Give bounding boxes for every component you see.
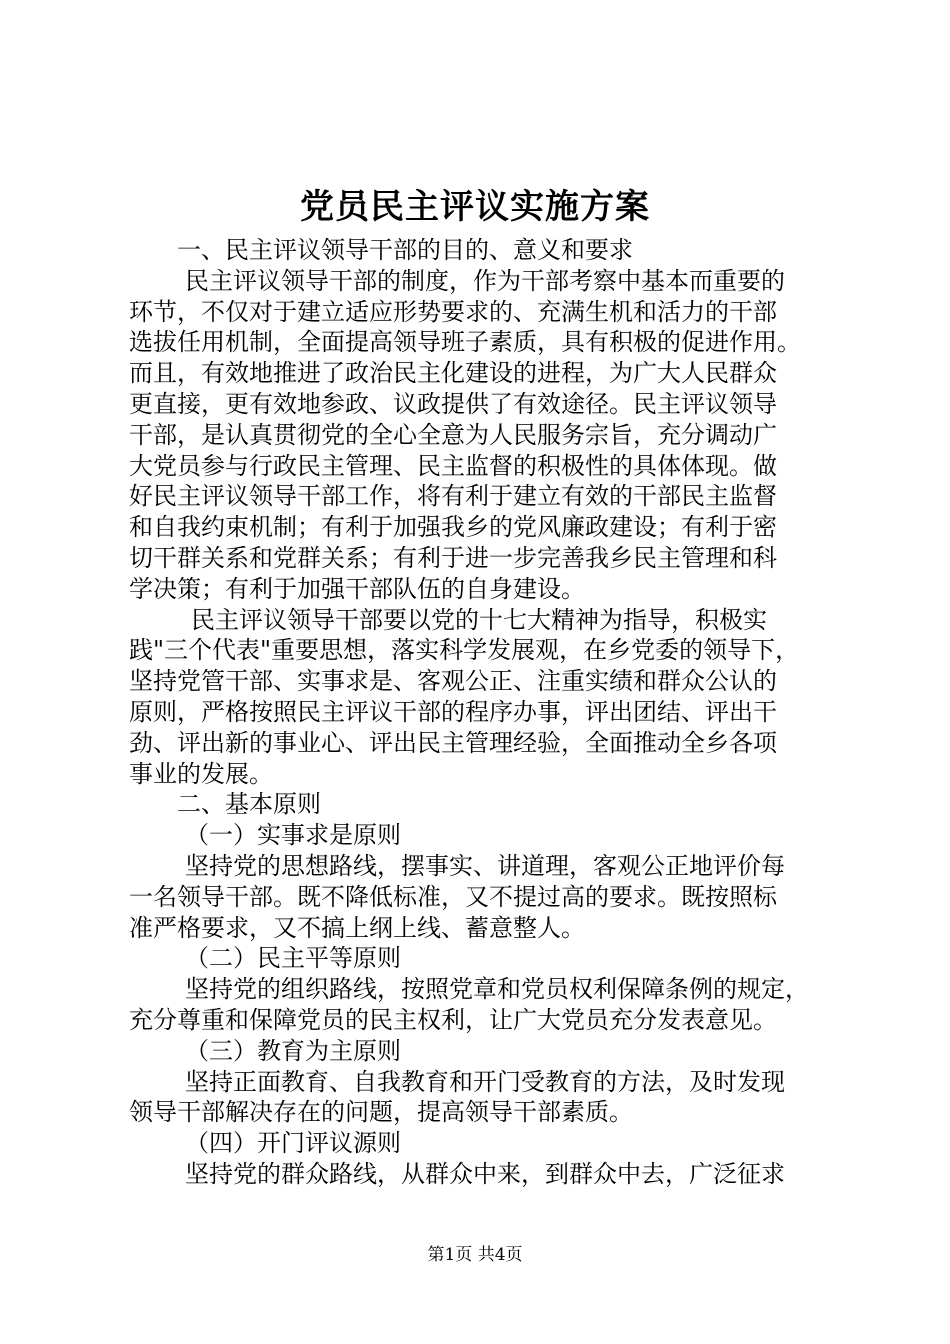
paragraph-line: 一名领导干部。既不降低标准，又不提过高的要求。既按照标 [129,882,777,911]
subsection-heading: （三）教育为主原则 [185,1036,401,1065]
subsection-heading: （一）实事求是原则 [185,821,401,850]
paragraph-line: 选拔任用机制，全面提高领导班子素质，具有积极的促进作用。 [129,328,801,357]
paragraph-line: 事业的发展。 [129,759,273,788]
paragraph-line: 而且，有效地推进了政治民主化建设的进程，为广大人民群众 [129,359,777,388]
paragraph-line: 和自我约束机制；有利于加强我乡的党风廉政建设；有利于密 [129,513,777,542]
paragraph-line: 坚持党的思想路线，摆事实、讲道理，客观公正地评价每 [185,851,785,880]
paragraph-line: 干部，是认真贯彻党的全心全意为人民服务宗旨，充分调动广 [129,420,777,449]
paragraph-line: 大党员参与行政民主管理、民主监督的积极性的具体体现。做 [129,451,777,480]
section-heading: 二、基本原则 [177,790,321,819]
paragraph-line: 更直接，更有效地参政、议政提供了有效途径。民主评议领导 [129,389,777,418]
paragraph-line: 坚持党管干部、实事求是、客观公正、注重实绩和群众公认的 [129,667,777,696]
paragraph-line: 践"三个代表"重要思想，落实科学发展观，在乡党委的领导下， [129,636,800,665]
page-number-footer: 第1页 共4页 [427,1245,523,1265]
paragraph-line: 民主评议领导干部要以党的十七大精神为指导，积极实 [191,605,767,634]
paragraph-line: 领导干部解决存在的问题，提高领导干部素质。 [129,1098,633,1127]
subsection-heading: （二）民主平等原则 [185,944,401,973]
paragraph-line: 原则，严格按照民主评议干部的程序办事，评出团结、评出干 [129,697,777,726]
section-heading: 一、民主评议领导干部的目的、意义和要求 [177,236,633,264]
paragraph-line: 切干群关系和党群关系；有利于进一步完善我乡民主管理和科 [129,543,777,572]
subsection-heading: （四）开门评议源则 [185,1129,401,1158]
paragraph-line: 环节，不仅对于建立适应形势要求的、充满生机和活力的干部 [129,297,777,326]
paragraph-line: 民主评议领导干部的制度，作为干部考察中基本而重要的 [185,266,785,295]
document-title: 党员民主评议实施方案 [300,187,650,227]
paragraph-line: 准严格要求，又不搞上纲上线、蓄意整人。 [129,913,585,942]
paragraph-line: 充分尊重和保障党员的民主权利，让广大党员充分发表意见。 [129,1005,777,1034]
paragraph-line: 坚持党的群众路线，从群众中来，到群众中去，广泛征求 [185,1159,785,1188]
paragraph-line: 好民主评议领导干部工作，将有利于建立有效的干部民主监督 [129,482,777,511]
paragraph-line: 学决策；有利于加强干部队伍的自身建设。 [129,574,585,603]
paragraph-line: 坚持正面教育、自我教育和开门受教育的方法，及时发现 [185,1067,785,1096]
paragraph-line: 劲、评出新的事业心、评出民主管理经验，全面推动全乡各项 [129,728,777,757]
document-body [129,235,829,1190]
paragraph-line: 坚持党的组织路线，按照党章和党员权利保障条例的规定， [185,975,809,1004]
